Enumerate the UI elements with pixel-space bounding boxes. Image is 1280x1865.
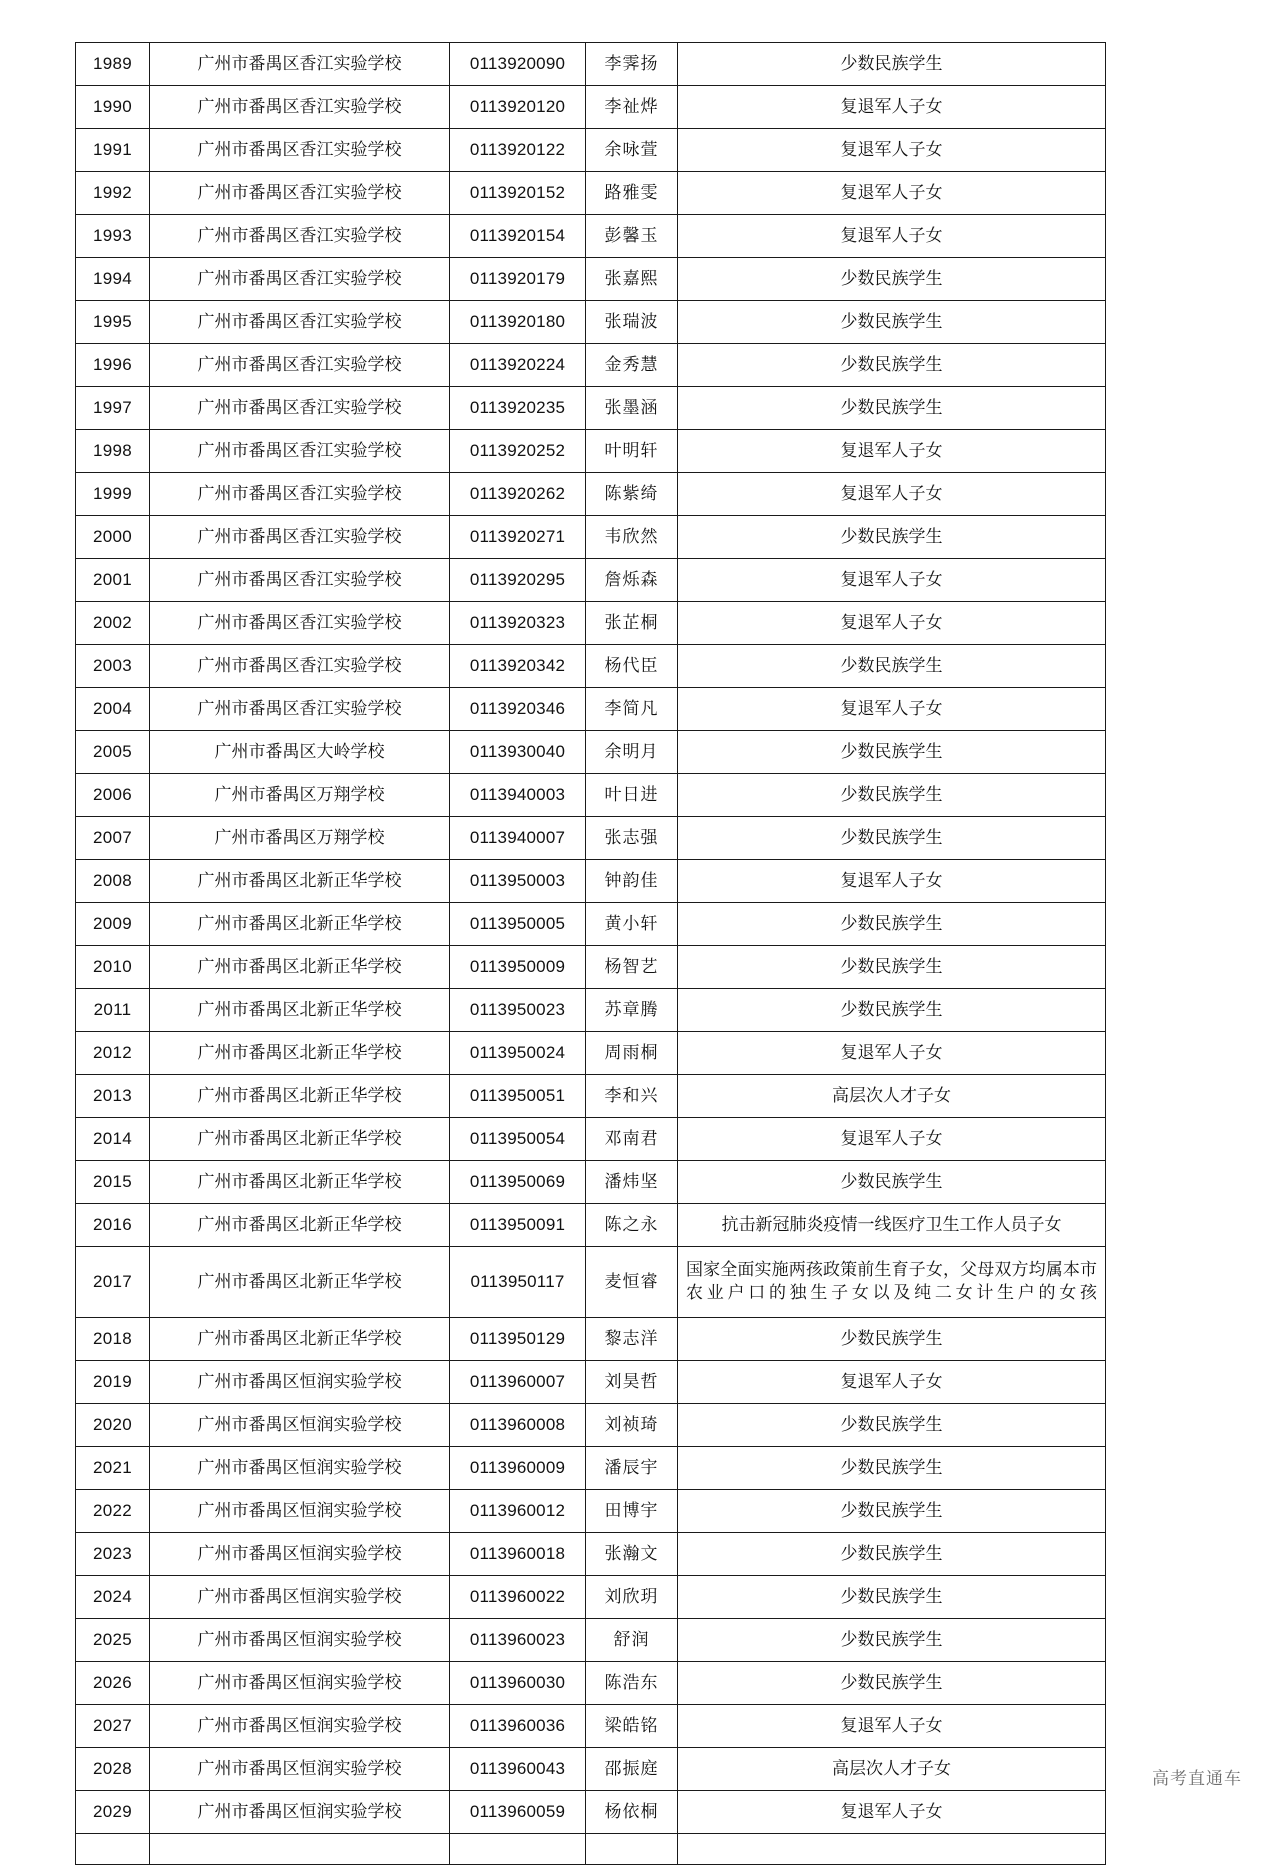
cell-sequence: 2007 bbox=[76, 817, 150, 860]
table-row bbox=[76, 1705, 1106, 1748]
cell-school: 广州市番禺区恒润实验学校 bbox=[150, 1705, 450, 1748]
cell-sequence: 1989 bbox=[76, 43, 150, 86]
cell-school: 广州市番禺区大岭学校 bbox=[150, 731, 450, 774]
cell-category: 少数民族学生 bbox=[678, 1533, 1106, 1576]
cell-category: 复退军人子女 bbox=[678, 473, 1106, 516]
cell-school: 广州市番禺区香江实验学校 bbox=[150, 129, 450, 172]
cell-student-name: 刘欣玥 bbox=[586, 1576, 678, 1619]
cell-sequence: 1996 bbox=[76, 344, 150, 387]
cell-candidate-id: 0113960059 bbox=[450, 1791, 586, 1834]
cell-school: 广州市番禺区香江实验学校 bbox=[150, 86, 450, 129]
cell-category: 少数民族学生 bbox=[678, 774, 1106, 817]
table-row bbox=[76, 86, 1106, 129]
cell-school: 广州市番禺区恒润实验学校 bbox=[150, 1662, 450, 1705]
cell-school: 广州市番禺区香江实验学校 bbox=[150, 387, 450, 430]
cell-school: 广州市番禺区香江实验学校 bbox=[150, 516, 450, 559]
cell-category: 国家全面实施两孩政策前生育子女，父母双方均属本市农业户口的独生子女以及纯二女计生户的女孩 bbox=[678, 1247, 1106, 1318]
table-row bbox=[76, 1533, 1106, 1576]
cell-sequence: 2027 bbox=[76, 1705, 150, 1748]
cell-sequence: 2022 bbox=[76, 1490, 150, 1533]
cell-candidate-id: 0113920346 bbox=[450, 688, 586, 731]
cell-category: 复退军人子女 bbox=[678, 1791, 1106, 1834]
cell-sequence: 2020 bbox=[76, 1404, 150, 1447]
table-row bbox=[76, 1204, 1106, 1247]
cell-school: 广州市番禺区北新正华学校 bbox=[150, 946, 450, 989]
cell-school: 广州市番禺区香江实验学校 bbox=[150, 473, 450, 516]
cell-student-name: 梁皓铭 bbox=[586, 1705, 678, 1748]
cell-candidate-id: 0113950091 bbox=[450, 1204, 586, 1247]
cell-category: 少数民族学生 bbox=[678, 258, 1106, 301]
table-row bbox=[76, 1576, 1106, 1619]
cell-school: 广州市番禺区北新正华学校 bbox=[150, 989, 450, 1032]
cell-student-name: 余明月 bbox=[586, 731, 678, 774]
cell-category: 少数民族学生 bbox=[678, 1662, 1106, 1705]
cell-candidate-id: 0113940003 bbox=[450, 774, 586, 817]
cell-student-name: 李和兴 bbox=[586, 1075, 678, 1118]
cell-category: 复退军人子女 bbox=[678, 1032, 1106, 1075]
cell-sequence: 2016 bbox=[76, 1204, 150, 1247]
cell-candidate-id: 0113950117 bbox=[450, 1247, 586, 1318]
cell-candidate-id bbox=[450, 1834, 586, 1865]
cell-school: 广州市番禺区恒润实验学校 bbox=[150, 1447, 450, 1490]
cell-sequence: 1999 bbox=[76, 473, 150, 516]
cell-sequence: 2009 bbox=[76, 903, 150, 946]
cell-category: 少数民族学生 bbox=[678, 903, 1106, 946]
cell-candidate-id: 0113920271 bbox=[450, 516, 586, 559]
cell-student-name: 詹烁森 bbox=[586, 559, 678, 602]
table-row bbox=[76, 1361, 1106, 1404]
cell-candidate-id: 0113950003 bbox=[450, 860, 586, 903]
cell-sequence: 1993 bbox=[76, 215, 150, 258]
roster-table-container bbox=[75, 42, 1105, 1865]
cell-school: 广州市番禺区北新正华学校 bbox=[150, 1075, 450, 1118]
cell-category: 少数民族学生 bbox=[678, 946, 1106, 989]
table-row bbox=[76, 1662, 1106, 1705]
cell-student-name: 苏章腾 bbox=[586, 989, 678, 1032]
table-row bbox=[76, 473, 1106, 516]
cell-sequence: 1992 bbox=[76, 172, 150, 215]
cell-category: 复退军人子女 bbox=[678, 1705, 1106, 1748]
cell-category: 少数民族学生 bbox=[678, 1161, 1106, 1204]
table-row bbox=[76, 645, 1106, 688]
cell-candidate-id: 0113950009 bbox=[450, 946, 586, 989]
cell-student-name: 舒润 bbox=[586, 1619, 678, 1662]
cell-student-name: 邵振庭 bbox=[586, 1748, 678, 1791]
cell-school: 广州市番禺区香江实验学校 bbox=[150, 430, 450, 473]
cell-school: 广州市番禺区香江实验学校 bbox=[150, 344, 450, 387]
cell-candidate-id: 0113960022 bbox=[450, 1576, 586, 1619]
cell-candidate-id: 0113950054 bbox=[450, 1118, 586, 1161]
cell-sequence: 2010 bbox=[76, 946, 150, 989]
table-row bbox=[76, 1247, 1106, 1318]
cell-school: 广州市番禺区万翔学校 bbox=[150, 774, 450, 817]
cell-category: 复退军人子女 bbox=[678, 860, 1106, 903]
cell-student-name: 张芷桐 bbox=[586, 602, 678, 645]
table-row bbox=[76, 946, 1106, 989]
cell-sequence: 2029 bbox=[76, 1791, 150, 1834]
cell-category: 少数民族学生 bbox=[678, 1576, 1106, 1619]
cell-school: 广州市番禺区香江实验学校 bbox=[150, 645, 450, 688]
cell-sequence: 2011 bbox=[76, 989, 150, 1032]
cell-sequence bbox=[76, 1834, 150, 1865]
table-row bbox=[76, 258, 1106, 301]
cell-sequence: 2026 bbox=[76, 1662, 150, 1705]
cell-candidate-id: 0113920295 bbox=[450, 559, 586, 602]
table-row bbox=[76, 1447, 1106, 1490]
cell-school: 广州市番禺区北新正华学校 bbox=[150, 1161, 450, 1204]
cell-school: 广州市番禺区恒润实验学校 bbox=[150, 1791, 450, 1834]
cell-category: 复退军人子女 bbox=[678, 172, 1106, 215]
cell-sequence: 2004 bbox=[76, 688, 150, 731]
cell-candidate-id: 0113950129 bbox=[450, 1318, 586, 1361]
cell-category: 高层次人才子女 bbox=[678, 1748, 1106, 1791]
cell-student-name: 李霁扬 bbox=[586, 43, 678, 86]
cell-student-name: 张瑞波 bbox=[586, 301, 678, 344]
cell-category: 复退军人子女 bbox=[678, 430, 1106, 473]
cell-sequence: 2024 bbox=[76, 1576, 150, 1619]
cell-student-name: 张墨涵 bbox=[586, 387, 678, 430]
table-row bbox=[76, 559, 1106, 602]
cell-student-name: 路雅雯 bbox=[586, 172, 678, 215]
cell-sequence: 2019 bbox=[76, 1361, 150, 1404]
table-row bbox=[76, 817, 1106, 860]
cell-category: 少数民族学生 bbox=[678, 1447, 1106, 1490]
cell-student-name: 余咏萱 bbox=[586, 129, 678, 172]
cell-school: 广州市番禺区北新正华学校 bbox=[150, 903, 450, 946]
watermark-label: 高考直通车 bbox=[1152, 1769, 1242, 1788]
cell-student-name: 陈浩东 bbox=[586, 1662, 678, 1705]
cell-sequence: 2005 bbox=[76, 731, 150, 774]
cell-category: 少数民族学生 bbox=[678, 645, 1106, 688]
cell-student-name: 杨依桐 bbox=[586, 1791, 678, 1834]
cell-sequence: 2017 bbox=[76, 1247, 150, 1318]
cell-sequence: 1997 bbox=[76, 387, 150, 430]
cell-school: 广州市番禺区北新正华学校 bbox=[150, 1247, 450, 1318]
cell-school: 广州市番禺区香江实验学校 bbox=[150, 559, 450, 602]
cell-student-name: 黄小轩 bbox=[586, 903, 678, 946]
cell-candidate-id: 0113930040 bbox=[450, 731, 586, 774]
cell-category: 少数民族学生 bbox=[678, 817, 1106, 860]
cell-student-name: 韦欣然 bbox=[586, 516, 678, 559]
table-row bbox=[76, 1032, 1106, 1075]
roster-table bbox=[75, 42, 1106, 1865]
cell-candidate-id: 0113950024 bbox=[450, 1032, 586, 1075]
cell-school: 广州市番禺区恒润实验学校 bbox=[150, 1533, 450, 1576]
cell-school: 广州市番禺区香江实验学校 bbox=[150, 602, 450, 645]
cell-candidate-id: 0113940007 bbox=[450, 817, 586, 860]
table-row bbox=[76, 1118, 1106, 1161]
table-row bbox=[76, 731, 1106, 774]
cell-candidate-id: 0113920120 bbox=[450, 86, 586, 129]
cell-category: 少数民族学生 bbox=[678, 1318, 1106, 1361]
cell-school: 广州市番禺区北新正华学校 bbox=[150, 1032, 450, 1075]
cell-student-name: 刘祯琦 bbox=[586, 1404, 678, 1447]
cell-sequence: 2025 bbox=[76, 1619, 150, 1662]
cell-sequence: 2021 bbox=[76, 1447, 150, 1490]
cell-student-name: 张志强 bbox=[586, 817, 678, 860]
table-row bbox=[76, 215, 1106, 258]
cell-student-name: 潘辰宇 bbox=[586, 1447, 678, 1490]
cell-school: 广州市番禺区恒润实验学校 bbox=[150, 1748, 450, 1791]
cell-student-name: 麦恒睿 bbox=[586, 1247, 678, 1318]
cell-candidate-id: 0113960007 bbox=[450, 1361, 586, 1404]
cell-student-name: 潘炜坚 bbox=[586, 1161, 678, 1204]
cell-sequence: 2008 bbox=[76, 860, 150, 903]
cell-category: 少数民族学生 bbox=[678, 344, 1106, 387]
cell-school: 广州市番禺区恒润实验学校 bbox=[150, 1490, 450, 1533]
cell-student-name: 邓南君 bbox=[586, 1118, 678, 1161]
cell-sequence: 2001 bbox=[76, 559, 150, 602]
cell-school: 广州市番禺区万翔学校 bbox=[150, 817, 450, 860]
table-row bbox=[76, 387, 1106, 430]
cell-category: 复退军人子女 bbox=[678, 559, 1106, 602]
cell-candidate-id: 0113960023 bbox=[450, 1619, 586, 1662]
cell-candidate-id: 0113960043 bbox=[450, 1748, 586, 1791]
cell-category: 复退军人子女 bbox=[678, 215, 1106, 258]
cell-school: 广州市番禺区香江实验学校 bbox=[150, 43, 450, 86]
cell-sequence: 1995 bbox=[76, 301, 150, 344]
cell-category: 少数民族学生 bbox=[678, 731, 1106, 774]
cell-school: 广州市番禺区恒润实验学校 bbox=[150, 1404, 450, 1447]
cell-candidate-id: 0113920235 bbox=[450, 387, 586, 430]
table-row bbox=[76, 1404, 1106, 1447]
table-row bbox=[76, 1834, 1106, 1865]
cell-candidate-id: 0113960009 bbox=[450, 1447, 586, 1490]
cell-sequence: 2015 bbox=[76, 1161, 150, 1204]
table-row bbox=[76, 1075, 1106, 1118]
cell-category: 少数民族学生 bbox=[678, 387, 1106, 430]
table-row bbox=[76, 129, 1106, 172]
cell-candidate-id: 0113920224 bbox=[450, 344, 586, 387]
cell-student-name: 杨智艺 bbox=[586, 946, 678, 989]
table-row bbox=[76, 1791, 1106, 1834]
cell-student-name bbox=[586, 1834, 678, 1865]
table-row bbox=[76, 1490, 1106, 1533]
cell-student-name: 周雨桐 bbox=[586, 1032, 678, 1075]
cell-sequence: 2006 bbox=[76, 774, 150, 817]
cell-candidate-id: 0113920090 bbox=[450, 43, 586, 86]
cell-candidate-id: 0113960036 bbox=[450, 1705, 586, 1748]
cell-candidate-id: 0113960030 bbox=[450, 1662, 586, 1705]
cell-sequence: 2012 bbox=[76, 1032, 150, 1075]
cell-category bbox=[678, 1834, 1106, 1865]
table-row bbox=[76, 602, 1106, 645]
cell-candidate-id: 0113960008 bbox=[450, 1404, 586, 1447]
cell-candidate-id: 0113950069 bbox=[450, 1161, 586, 1204]
cell-sequence: 2003 bbox=[76, 645, 150, 688]
cell-student-name: 陈之永 bbox=[586, 1204, 678, 1247]
table-row bbox=[76, 1748, 1106, 1791]
cell-school bbox=[150, 1834, 450, 1865]
cell-category: 抗击新冠肺炎疫情一线医疗卫生工作人员子女 bbox=[678, 1204, 1106, 1247]
cell-school: 广州市番禺区恒润实验学校 bbox=[150, 1619, 450, 1662]
cell-candidate-id: 0113950023 bbox=[450, 989, 586, 1032]
cell-school: 广州市番禺区香江实验学校 bbox=[150, 215, 450, 258]
cell-candidate-id: 0113920262 bbox=[450, 473, 586, 516]
cell-sequence: 2000 bbox=[76, 516, 150, 559]
cell-school: 广州市番禺区北新正华学校 bbox=[150, 860, 450, 903]
cell-sequence: 1998 bbox=[76, 430, 150, 473]
table-row bbox=[76, 1161, 1106, 1204]
cell-student-name: 黎志洋 bbox=[586, 1318, 678, 1361]
cell-sequence: 2028 bbox=[76, 1748, 150, 1791]
cell-category: 少数民族学生 bbox=[678, 43, 1106, 86]
cell-student-name: 李简凡 bbox=[586, 688, 678, 731]
table-row bbox=[76, 860, 1106, 903]
cell-student-name: 叶日进 bbox=[586, 774, 678, 817]
table-row bbox=[76, 43, 1106, 86]
cell-sequence: 2002 bbox=[76, 602, 150, 645]
cell-school: 广州市番禺区恒润实验学校 bbox=[150, 1576, 450, 1619]
cell-sequence: 1994 bbox=[76, 258, 150, 301]
cell-candidate-id: 0113950005 bbox=[450, 903, 586, 946]
cell-student-name: 李祉烨 bbox=[586, 86, 678, 129]
cell-student-name: 张嘉熙 bbox=[586, 258, 678, 301]
table-row bbox=[76, 301, 1106, 344]
cell-student-name: 金秀慧 bbox=[586, 344, 678, 387]
table-row bbox=[76, 172, 1106, 215]
cell-category: 复退军人子女 bbox=[678, 1361, 1106, 1404]
cell-school: 广州市番禺区北新正华学校 bbox=[150, 1318, 450, 1361]
cell-category: 少数民族学生 bbox=[678, 516, 1106, 559]
table-row bbox=[76, 774, 1106, 817]
cell-student-name: 彭馨玉 bbox=[586, 215, 678, 258]
cell-student-name: 张瀚文 bbox=[586, 1533, 678, 1576]
roster-table-body bbox=[76, 43, 1106, 1865]
cell-candidate-id: 0113920252 bbox=[450, 430, 586, 473]
cell-candidate-id: 0113960018 bbox=[450, 1533, 586, 1576]
cell-category: 复退军人子女 bbox=[678, 602, 1106, 645]
cell-sequence: 1991 bbox=[76, 129, 150, 172]
cell-category: 少数民族学生 bbox=[678, 1404, 1106, 1447]
table-row bbox=[76, 1318, 1106, 1361]
cell-school: 广州市番禺区香江实验学校 bbox=[150, 301, 450, 344]
cell-candidate-id: 0113920179 bbox=[450, 258, 586, 301]
cell-category: 少数民族学生 bbox=[678, 301, 1106, 344]
cell-candidate-id: 0113920122 bbox=[450, 129, 586, 172]
table-row bbox=[76, 430, 1106, 473]
cell-candidate-id: 0113920152 bbox=[450, 172, 586, 215]
cell-category: 高层次人才子女 bbox=[678, 1075, 1106, 1118]
cell-candidate-id: 0113960012 bbox=[450, 1490, 586, 1533]
cell-student-name: 田博宇 bbox=[586, 1490, 678, 1533]
table-row bbox=[76, 688, 1106, 731]
cell-school: 广州市番禺区恒润实验学校 bbox=[150, 1361, 450, 1404]
cell-candidate-id: 0113920342 bbox=[450, 645, 586, 688]
table-row bbox=[76, 989, 1106, 1032]
cell-school: 广州市番禺区北新正华学校 bbox=[150, 1118, 450, 1161]
cell-category: 复退军人子女 bbox=[678, 1118, 1106, 1161]
table-row bbox=[76, 516, 1106, 559]
cell-category: 复退军人子女 bbox=[678, 129, 1106, 172]
cell-school: 广州市番禺区香江实验学校 bbox=[150, 688, 450, 731]
cell-category: 少数民族学生 bbox=[678, 989, 1106, 1032]
cell-student-name: 杨代臣 bbox=[586, 645, 678, 688]
table-row bbox=[76, 344, 1106, 387]
cell-candidate-id: 0113920154 bbox=[450, 215, 586, 258]
table-row bbox=[76, 1619, 1106, 1662]
cell-sequence: 2014 bbox=[76, 1118, 150, 1161]
cell-sequence: 1990 bbox=[76, 86, 150, 129]
cell-school: 广州市番禺区香江实验学校 bbox=[150, 172, 450, 215]
cell-student-name: 陈紫绮 bbox=[586, 473, 678, 516]
table-row bbox=[76, 903, 1106, 946]
cell-school: 广州市番禺区香江实验学校 bbox=[150, 258, 450, 301]
cell-candidate-id: 0113920180 bbox=[450, 301, 586, 344]
cell-sequence: 2013 bbox=[76, 1075, 150, 1118]
cell-category: 少数民族学生 bbox=[678, 1619, 1106, 1662]
cell-category: 复退军人子女 bbox=[678, 688, 1106, 731]
cell-school: 广州市番禺区北新正华学校 bbox=[150, 1204, 450, 1247]
cell-student-name: 叶明轩 bbox=[586, 430, 678, 473]
cell-student-name: 钟韵佳 bbox=[586, 860, 678, 903]
cell-student-name: 刘昊哲 bbox=[586, 1361, 678, 1404]
cell-candidate-id: 0113950051 bbox=[450, 1075, 586, 1118]
cell-sequence: 2023 bbox=[76, 1533, 150, 1576]
cell-category: 复退军人子女 bbox=[678, 86, 1106, 129]
cell-category: 少数民族学生 bbox=[678, 1490, 1106, 1533]
cell-candidate-id: 0113920323 bbox=[450, 602, 586, 645]
cell-sequence: 2018 bbox=[76, 1318, 150, 1361]
